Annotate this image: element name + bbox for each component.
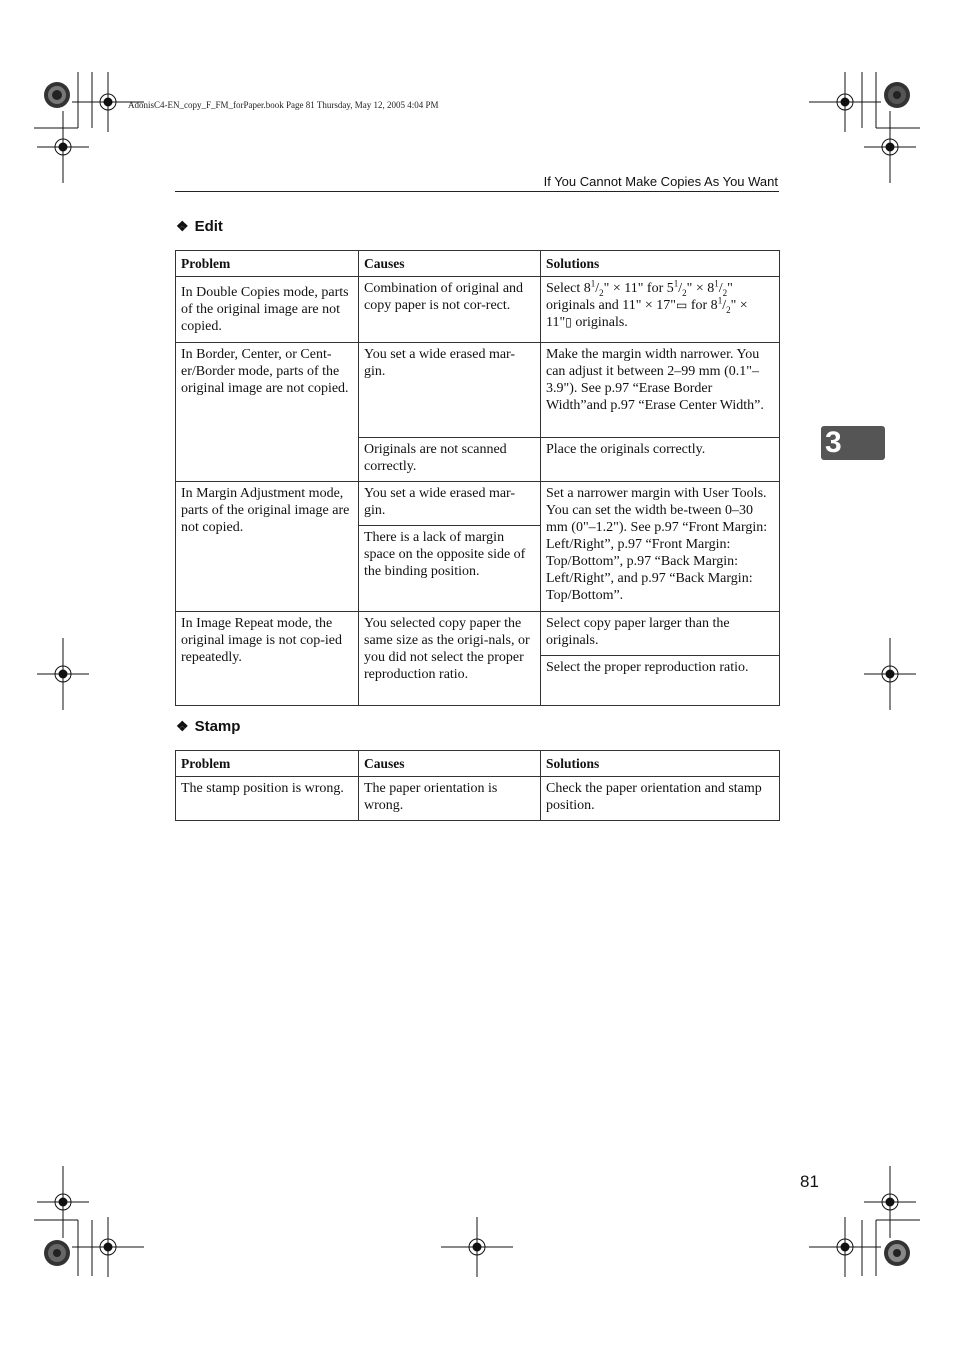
problem-cell: In Border, Center, or Cent-er/Border mode, parts of the original image are not copied. [176,343,359,482]
cause-cell: You set a wide erased mar-gin. [359,343,541,438]
column-header-causes: Causes [359,251,541,277]
column-header-solutions: Solutions [541,251,780,277]
running-header: If You Cannot Make Copies As You Want [543,174,778,189]
diamond-bullet-icon: ❖ [176,218,189,234]
cause-cell: You set a wide erased mar-gin. [359,482,541,526]
solution-cell: Select the proper reproduction ratio. [541,656,780,706]
solution-cell: Set a narrower margin with User Tools. You can set the width be-tween 0–30 mm (0"–1.2"). See p.97 “Front Margin: Left/Right”, p.97 “Front Margin: Top/Bottom”, p.97 “Back Margin: Left/Right”, and p.97 “Back Margin: Top/Bottom”. [541,482,780,612]
portrait-orientation-icon: ▯ [565,315,572,329]
solution-cell: Check the paper orientation and stamp position. [541,777,780,821]
solution-cell: Make the margin width narrower. You can adjust it between 2–99 mm (0.1"–3.9"). See p.97 “Erase Border Width”and p.97 “Erase Center Width”. [541,343,780,438]
cause-cell: The paper orientation is wrong. [359,777,541,821]
solution-cell: Select copy paper larger than the originals. [541,612,780,656]
problem-cell: In Image Repeat mode, the original image is not cop-ied repeatedly. [176,612,359,706]
diamond-bullet-icon: ❖ [176,718,189,734]
chapter-number: 3 [825,426,842,459]
color-target-icon [44,82,910,1266]
section-title-stamp: Stamp [194,718,241,735]
solution-cell: Place the originals correctly. [541,438,780,482]
column-header-problem: Problem [176,751,359,777]
problem-cell: In Margin Adjustment mode, parts of the original image are not copied. [176,482,359,612]
section-title-edit: Edit [194,218,223,235]
cause-cell: You selected copy paper the same size as the origi-nals, or you did not select the proper reproduction ratio. [359,612,541,706]
column-header-causes: Causes [359,751,541,777]
page-number: 81 [800,1172,819,1191]
cause-cell: Combination of original and copy paper is not cor-rect. [359,277,541,343]
problem-cell: In Double Copies mode, parts of the original image are not copied. [176,277,359,343]
problem-cell: The stamp position is wrong. [176,777,359,821]
column-header-problem: Problem [176,251,359,277]
cause-cell: There is a lack of margin space on the opposite side of the binding position. [359,526,541,612]
solution-cell: Select $8^1/_2$" × 11" for $5^1/_2$" × $8^1/_2$" originals and 11" × 17"▭ for $8^1/_2$" × 11"▯ originals. [541,277,780,343]
cause-cell: Originals are not scanned correctly. [359,438,541,482]
landscape-orientation-icon: ▭ [676,298,688,312]
column-header-solutions: Solutions [541,751,780,777]
print-metadata: AdonisC4-EN_copy_F_FM_forPaper.book Page 81 Thursday, May 12, 2005 4:04 PM [128,100,439,110]
registration-mark-icon [37,72,916,1277]
